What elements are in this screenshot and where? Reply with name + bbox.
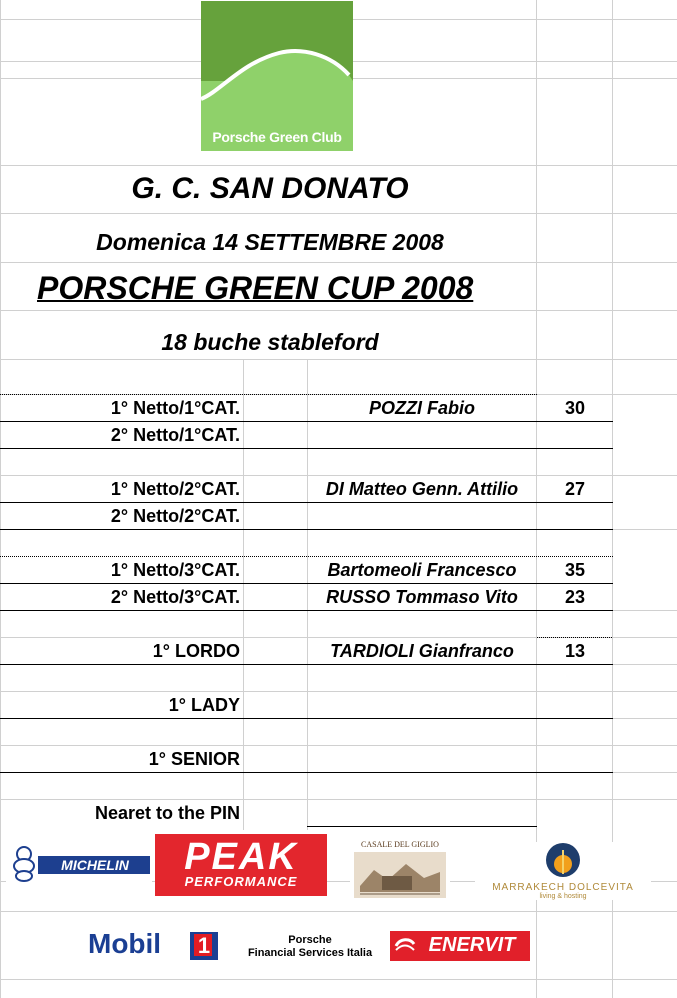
category-label: 1° LORDO <box>152 641 240 661</box>
player-name: POZZI Fabio <box>369 398 475 418</box>
marrakech-text: MARRAKECH DOLCEVITA <box>492 882 634 893</box>
category-label: 2° Netto/3°CAT. <box>110 587 240 607</box>
porsche-financial-services-logo <box>236 934 384 964</box>
mobil1-logo <box>86 926 236 966</box>
porsche-fs-line1: Porsche <box>288 934 332 946</box>
category-label: 2° Netto/2°CAT. <box>110 506 240 526</box>
category-label: Nearet to the PIN <box>94 803 240 823</box>
casale-del-giglio-logo <box>350 836 450 906</box>
player-name: TARDIOLI Gianfranco <box>330 641 514 661</box>
logo-text: Porsche Green Club <box>212 129 342 145</box>
performance-text: PERFORMANCE <box>184 874 298 889</box>
score-value: 30 <box>564 398 586 418</box>
mobil-badge <box>190 932 218 960</box>
living-hosting-text: living & hosting <box>539 893 587 900</box>
michelin-logo <box>6 842 152 882</box>
marrakech-dolcevita-logo <box>475 842 651 900</box>
porsche-green-club-logo <box>201 1 353 151</box>
category-label: 2° Netto/1°CAT. <box>110 425 240 445</box>
event-date: Domenica 14 SETTEMBRE 2008 <box>96 229 444 255</box>
score-value: 13 <box>564 641 586 661</box>
category-label: 1° LADY <box>168 695 240 715</box>
palm-sun-icon <box>543 842 583 882</box>
porsche-fs-line2: Financial Services Italia <box>247 947 373 959</box>
michelin-text: MICHELIN <box>61 857 129 873</box>
score-value: 35 <box>564 560 586 580</box>
score-value: 23 <box>564 587 586 607</box>
cup-title: PORSCHE GREEN CUP 2008 <box>37 270 474 306</box>
mobil-text: Mobil <box>88 928 162 959</box>
peak-text: PEAK <box>184 836 298 878</box>
porsche-silhouette-icon <box>201 41 353 101</box>
category-label: 1° Netto/2°CAT. <box>110 479 240 499</box>
score-value: 27 <box>564 479 586 499</box>
category-label: 1° SENIOR <box>148 749 240 769</box>
category-label: 1° Netto/3°CAT. <box>110 560 240 580</box>
player-name: Bartomeoli Francesco <box>327 560 517 580</box>
player-name: DI Matteo Genn. Attilio <box>325 479 519 499</box>
winery-drawing-icon <box>354 852 446 898</box>
enervit-swoosh-icon <box>394 936 416 956</box>
player-name: RUSSO Tommaso Vito <box>326 587 518 607</box>
enervit-logo <box>390 931 530 961</box>
peak-performance-logo <box>155 834 327 896</box>
format-label: 18 buche stableford <box>161 329 379 355</box>
enervit-text: ENERVIT <box>428 934 516 956</box>
casale-text: CASALE DEL GIGLIO <box>361 840 439 849</box>
club-title: G. C. SAN DONATO <box>131 172 409 205</box>
category-label: 1° Netto/1°CAT. <box>110 398 240 418</box>
mobil-badge-number: 1 <box>197 933 211 958</box>
